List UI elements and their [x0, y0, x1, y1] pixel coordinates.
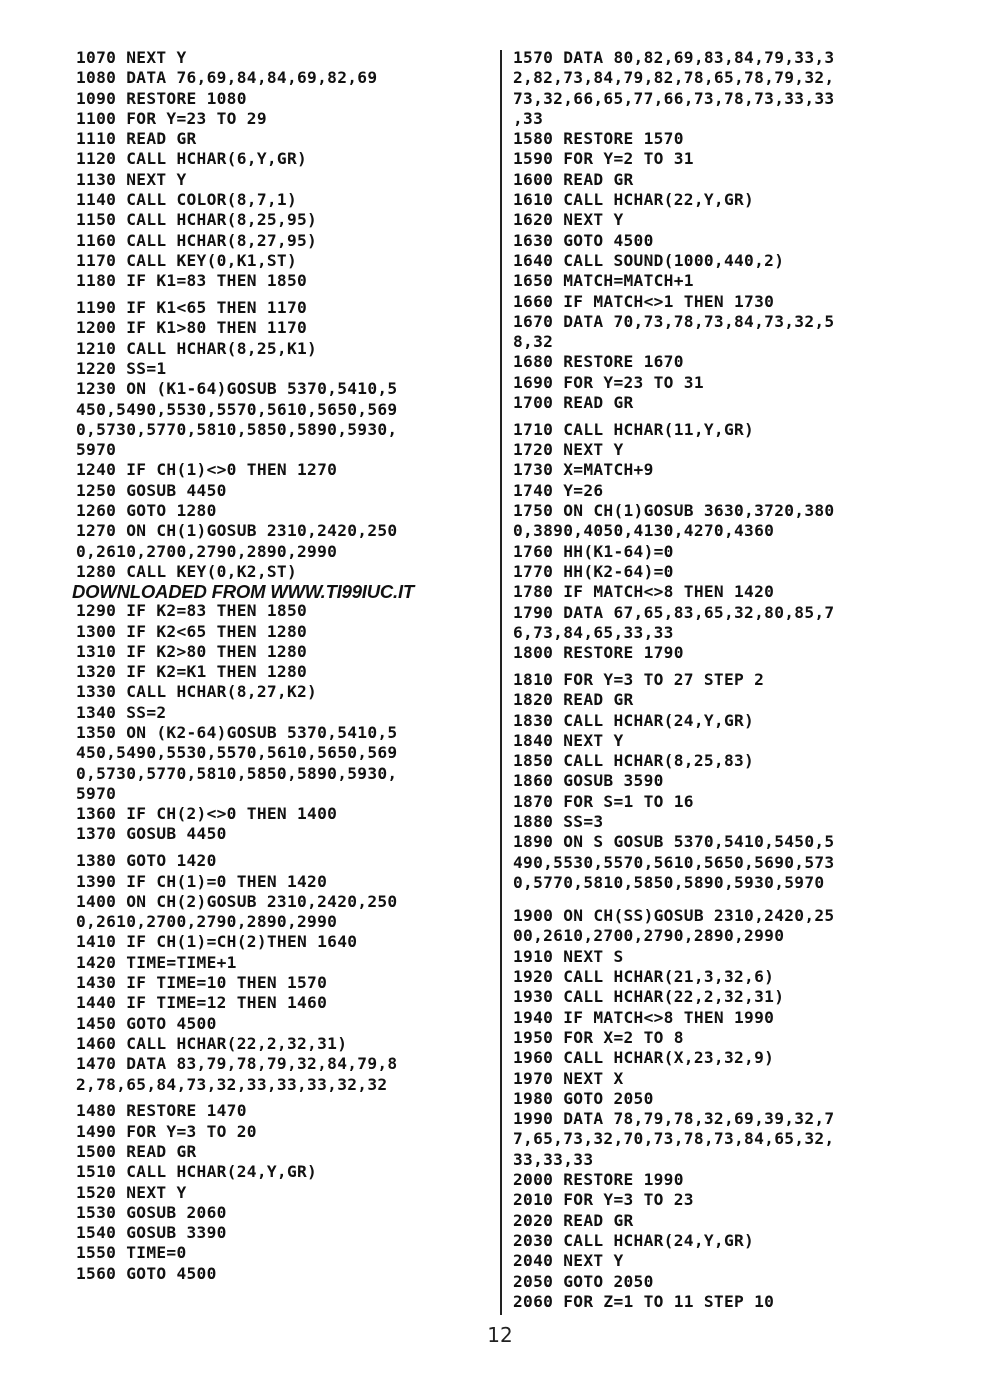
code-line: 1790 DATA 67,65,83,65,32,80,85,7	[513, 602, 835, 622]
code-line: 1220 SS=1	[76, 358, 167, 378]
code-line: 1920 CALL HCHAR(21,3,32,6)	[513, 967, 775, 987]
code-line: 1180 IF K1=83 THEN 1850	[76, 271, 308, 291]
column-divider	[500, 50, 502, 1315]
code-line: 1130 NEXT Y	[76, 169, 187, 189]
code-line: 1680 RESTORE 1670	[513, 352, 684, 372]
code-line: 1100 FOR Y=23 TO 29	[76, 108, 267, 128]
code-line: 2000 RESTORE 1990	[513, 1170, 684, 1190]
code-line: 1660 IF MATCH<>1 THEN 1730	[513, 291, 775, 311]
code-line: 1640 CALL SOUND(1000,440,2)	[513, 250, 785, 270]
code-line: 0,2610,2700,2790,2890,2990	[76, 912, 338, 932]
code-line: 1540 GOSUB 3390	[76, 1223, 227, 1243]
code-line: 1750 ON CH(1)GOSUB 3630,3720,380	[513, 501, 835, 521]
code-line: 0,3890,4050,4130,4270,4360	[513, 521, 775, 541]
code-line: 1530 GOSUB 2060	[76, 1202, 227, 1222]
code-line: 1470 DATA 83,79,78,79,32,84,79,8	[76, 1054, 398, 1074]
code-line: 1310 IF K2>80 THEN 1280	[76, 641, 308, 661]
code-line: 1410 IF CH(1)=CH(2)THEN 1640	[76, 932, 358, 952]
code-line: 1480 RESTORE 1470	[76, 1101, 247, 1121]
code-line: 1700 READ GR	[513, 393, 634, 413]
code-line: 1910 NEXT S	[513, 946, 624, 966]
code-line: 1690 FOR Y=23 TO 31	[513, 372, 704, 392]
code-line: 1730 X=MATCH+9	[513, 460, 654, 480]
code-line: 1300 IF K2<65 THEN 1280	[76, 621, 308, 641]
code-line: 1210 CALL HCHAR(8,25,K1)	[76, 338, 318, 358]
code-line: 1930 CALL HCHAR(22,2,32,31)	[513, 987, 785, 1007]
code-line: 2030 CALL HCHAR(24,Y,GR)	[513, 1230, 755, 1250]
code-line: 1850 CALL HCHAR(8,25,83)	[513, 751, 755, 771]
code-line: 1080 DATA 76,69,84,84,69,82,69	[76, 68, 378, 88]
code-line: 1450 GOTO 4500	[76, 1013, 217, 1033]
code-line: 1320 IF K2=K1 THEN 1280	[76, 662, 308, 682]
code-line: 1520 NEXT Y	[76, 1182, 187, 1202]
left-code-column	[72, 48, 486, 1284]
code-line: 1090 RESTORE 1080	[76, 88, 247, 108]
code-line: 1230 ON (K1-64)GOSUB 5370,5410,5	[76, 379, 398, 399]
code-line: 1980 GOTO 2050	[513, 1088, 654, 1108]
code-line: 1420 TIME=TIME+1	[76, 952, 237, 972]
code-line: 1650 MATCH=MATCH+1	[513, 271, 694, 291]
code-line: 450,5490,5530,5570,5610,5650,569	[76, 399, 398, 419]
code-line: 1460 CALL HCHAR(22,2,32,31)	[76, 1033, 348, 1053]
code-line: 1940 IF MATCH<>8 THEN 1990	[513, 1007, 775, 1027]
code-line: 1440 IF TIME=12 THEN 1460	[76, 993, 328, 1013]
code-line: 1190 IF K1<65 THEN 1170	[76, 298, 308, 318]
code-line: 1360 IF CH(2)<>0 THEN 1400	[76, 804, 338, 824]
code-line: 1550 TIME=0	[76, 1243, 187, 1263]
code-line: 1830 CALL HCHAR(24,Y,GR)	[513, 710, 755, 730]
code-line: ,33	[513, 108, 544, 128]
code-line: 2010 FOR Y=3 TO 23	[513, 1190, 694, 1210]
code-line: 1350 ON (K2-64)GOSUB 5370,5410,5	[76, 723, 398, 742]
code-line: 1860 GOSUB 3590	[513, 771, 664, 791]
code-line: 490,5530,5570,5610,5650,5690,573	[513, 852, 835, 872]
download-watermark: DOWNLOADED FROM WWW.TI99IUC.IT	[72, 581, 415, 603]
code-line: 0,5730,5770,5810,5850,5890,5930,	[76, 419, 398, 439]
code-line: 1110 READ GR	[76, 129, 197, 149]
code-line: 1600 READ GR	[513, 169, 634, 189]
code-line: 1370 GOSUB 4450	[76, 824, 227, 844]
code-line: 1780 IF MATCH<>8 THEN 1420	[513, 582, 775, 602]
code-line: 2040 NEXT Y	[513, 1251, 624, 1271]
code-line: 1500 READ GR	[76, 1141, 197, 1161]
page-number: 12	[487, 1323, 513, 1347]
code-line: 0,2610,2700,2790,2890,2990	[76, 541, 338, 561]
code-line: 1490 FOR Y=3 TO 20	[76, 1121, 257, 1141]
code-line: 1870 FOR S=1 TO 16	[513, 791, 694, 811]
code-line: 1240 IF CH(1)<>0 THEN 1270	[76, 460, 338, 480]
code-line: 2060 FOR Z=1 TO 11 STEP 10	[513, 1291, 775, 1311]
code-line: 1340 SS=2	[76, 702, 167, 722]
code-line: 1760 HH(K1-64)=0	[513, 541, 674, 561]
code-line: 1570 DATA 80,82,69,83,84,79,33,3	[513, 48, 835, 67]
code-line: 1400 ON CH(2)GOSUB 2310,2420,250	[76, 891, 398, 911]
code-line: 33,33,33	[513, 1149, 594, 1169]
code-line: 1330 CALL HCHAR(8,27,K2)	[76, 682, 318, 702]
code-line: 2,78,65,84,73,32,33,33,33,32,32	[76, 1074, 388, 1094]
code-line: 1960 CALL HCHAR(X,23,32,9)	[513, 1048, 775, 1068]
code-line: 1970 NEXT X	[513, 1068, 624, 1088]
code-line: 1740 Y=26	[513, 480, 604, 500]
code-line: 73,32,66,65,77,66,73,78,73,33,33	[513, 88, 835, 108]
code-line: 1890 ON S GOSUB 5370,5410,5450,5	[513, 832, 835, 852]
code-line: 1610 CALL HCHAR(22,Y,GR)	[513, 190, 755, 210]
code-line: 6,73,84,65,33,33	[513, 622, 674, 642]
code-line: 1250 GOSUB 4450	[76, 480, 227, 500]
code-line: 1290 IF K2=83 THEN 1850	[76, 601, 308, 621]
code-line: 1070 NEXT Y	[76, 48, 187, 67]
code-line: 1710 CALL HCHAR(11,Y,GR)	[513, 419, 755, 439]
code-line: 1800 RESTORE 1790	[513, 643, 684, 663]
code-line: 1560 GOTO 4500	[76, 1263, 217, 1283]
code-line: 1580 RESTORE 1570	[513, 129, 684, 149]
code-line: 1630 GOTO 4500	[513, 230, 654, 250]
code-line: 1770 HH(K2-64)=0	[513, 561, 674, 581]
code-line: 1620 NEXT Y	[513, 210, 624, 230]
code-line: 00,2610,2700,2790,2890,2990	[513, 926, 785, 946]
code-line: 0,5770,5810,5850,5890,5930,5970	[513, 872, 825, 892]
code-line: 1510 CALL HCHAR(24,Y,GR)	[76, 1162, 318, 1182]
code-line: 1150 CALL HCHAR(8,25,95)	[76, 210, 318, 230]
code-line: 8,32	[513, 332, 554, 352]
code-line: 1390 IF CH(1)=0 THEN 1420	[76, 871, 328, 891]
code-line: 1380 GOTO 1420	[76, 851, 217, 871]
code-line: 2050 GOTO 2050	[513, 1271, 654, 1291]
code-line: 1260 GOTO 1280	[76, 501, 217, 521]
code-line: 1900 ON CH(SS)GOSUB 2310,2420,25	[513, 906, 835, 926]
code-line: 1280 CALL KEY(0,K2,ST)	[76, 561, 298, 581]
code-line: 2020 READ GR	[513, 1210, 634, 1230]
code-line: 1670 DATA 70,73,78,73,84,73,32,5	[513, 311, 835, 331]
code-line: 1270 ON CH(1)GOSUB 2310,2420,250	[76, 521, 398, 541]
code-line: 5970	[76, 783, 117, 803]
code-line: 1200 IF K1>80 THEN 1170	[76, 318, 308, 338]
code-line: 1950 FOR X=2 TO 8	[513, 1027, 684, 1047]
code-line: 1140 CALL COLOR(8,7,1)	[76, 190, 298, 210]
code-line: 1990 DATA 78,79,78,32,69,39,32,7	[513, 1109, 835, 1129]
code-line: 1430 IF TIME=10 THEN 1570	[76, 973, 328, 993]
code-line: 7,65,73,32,70,73,78,73,84,65,32,	[513, 1129, 835, 1149]
code-line: 1170 CALL KEY(0,K1,ST)	[76, 250, 298, 270]
code-line: 1590 FOR Y=2 TO 31	[513, 149, 694, 169]
code-line: 1810 FOR Y=3 TO 27 STEP 2	[513, 669, 765, 689]
code-line: 1820 READ GR	[513, 690, 634, 710]
code-line: 1120 CALL HCHAR(6,Y,GR)	[76, 149, 308, 169]
code-line: 2,82,73,84,79,82,78,65,78,79,32,	[513, 68, 835, 88]
code-line: 1160 CALL HCHAR(8,27,95)	[76, 230, 318, 250]
code-line: 0,5730,5770,5810,5850,5890,5930,	[76, 763, 398, 783]
code-line: 450,5490,5530,5570,5610,5650,569	[76, 743, 398, 763]
code-line: 1720 NEXT Y	[513, 440, 624, 460]
right-code-column	[513, 48, 933, 1312]
code-line: 1880 SS=3	[513, 811, 604, 831]
code-line: 5970	[76, 440, 117, 460]
code-line: 1840 NEXT Y	[513, 730, 624, 750]
